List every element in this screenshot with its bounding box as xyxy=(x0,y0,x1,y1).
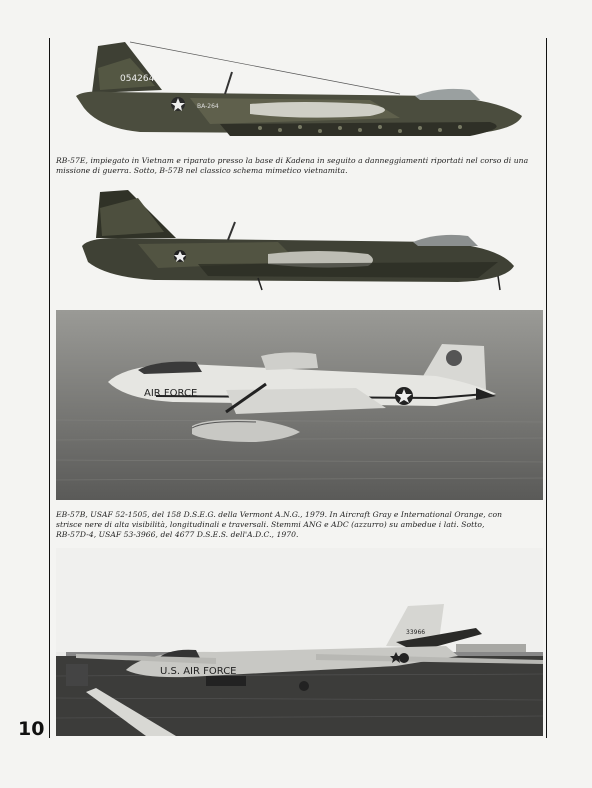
fuselage-marking: AIR FORCE xyxy=(144,388,198,399)
tail-serial-number: 054264 xyxy=(120,74,155,84)
tail-serial-number: 33966 xyxy=(406,629,426,636)
eb57b-in-flight-photo xyxy=(56,310,543,500)
caption-eb57b xyxy=(56,510,502,540)
caption-rb57e xyxy=(56,156,528,176)
rb57e-profile-illustration xyxy=(70,38,530,148)
page-number: 10 xyxy=(18,718,45,740)
page-frame-right xyxy=(546,38,547,738)
fuselage-marking: U.S. AIR FORCE xyxy=(160,666,237,677)
caption-line: missione di guerra. Sotto, B-57B nel classico schema mimetico vietnamita. xyxy=(56,166,348,175)
caption-line: EB-57B, USAF 52-1505, del 158 D.S.E.G. della Vermont A.N.G., 1979. In Aircraft Gray e International Orange, con xyxy=(56,510,503,519)
caption-line: strisce nere di alta visibilità, longitudinali e traversali. Stemmi ANG e ADC (azzurro) su ambedue i lati. Sotto, xyxy=(56,520,485,529)
rb57d-on-ground-photo xyxy=(56,548,543,736)
eb57b-photo-drawing xyxy=(56,310,543,500)
fuselage-serial-code: BA-264 xyxy=(197,103,219,110)
b57b-profile-illustration xyxy=(78,186,518,296)
page-frame-left xyxy=(49,38,50,738)
rb57d-photo-drawing xyxy=(56,548,543,736)
caption-line: RB-57E, impiegato in Vietnam e riparato presso la base di Kadena in seguito a danneggiamenti riportati nel corso di una xyxy=(56,156,529,165)
caption-line: RB-57D-4, USAF 53-3966, del 4677 D.S.E.S. dell'A.D.C., 1970. xyxy=(56,530,299,539)
